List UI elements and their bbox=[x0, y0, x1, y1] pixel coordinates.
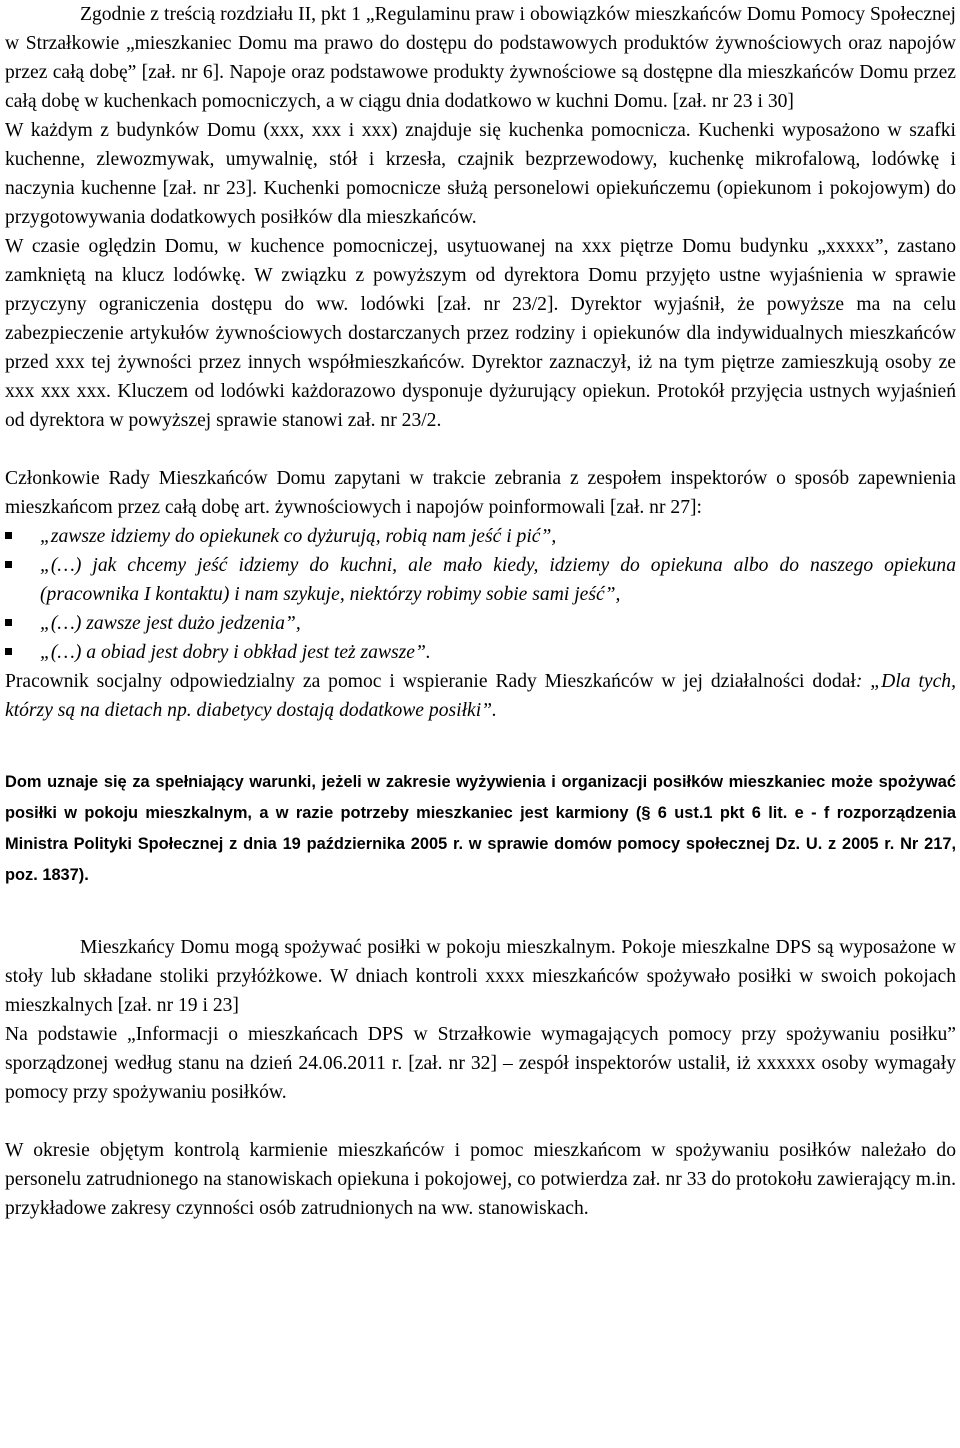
paragraph-informacja-o-mieszkancach: Na podstawie „Informacji o mieszkańcach DPS w Strzałkowie wymagających pomocy przy spożywaniu posiłku” sporządzonej według stanu na dzień 24.06.2011 r. [zał. nr 32] – zespół inspektorów ustalił, iż xxxxxx osoby wymagały pomocy przy spożywaniu posiłków. bbox=[5, 1024, 956, 1103]
list-item bbox=[5, 609, 956, 638]
paragraph-karmienie: W okresie objętym kontrolą karmienie mieszkańców i pomoc mieszkańcom w spożywaniu posiłków należało do personelu zatrudnionego na stanowiskach opiekuna i pokojowej, co potwierdza zał. nr 33 do protokołu zawierający m.in. przykładowe zakresy czynności osób zatrudnionych na ww. stanowiskach. bbox=[5, 1140, 956, 1219]
list-item bbox=[5, 522, 956, 551]
paragraph-rada-mieszkancow: Członkowie Rady Mieszkańców Domu zapytani w trakcie zebrania z zespołem inspektorów o sposób zapewnienia mieszkańcom przez całą dobę art. żywnościowych i napojów poinformowali [zał. nr 27]: bbox=[5, 468, 956, 518]
quote-text: „(…) jak chcemy jeść idziemy do kuchni, ale mało kiedy, idziemy do opiekuna albo do naszego opiekuna (pracownika I kontaktu) i nam szykuje, niektórzy robimy sobie sami jeść”, bbox=[40, 555, 956, 605]
paragraph-kuchenki: W każdym z budynków Domu (xxx, xxx i xxx) znajduje się kuchenka pomocnicza. Kuchenki wyposażono w szafki kuchenne, zlewozmywak, umywalnię, stół i krzesła, czajnik bezprzewodowy, kuchenkę mikrofalową, lodówkę i naczynia kuchenne [zał. nr 23]. Kuchenki pomocnicze służą personelowi opiekuńczemu (opiekunom i pokojowym) do przygotowywania dodatkowych posiłków dla mieszkańców. bbox=[5, 120, 956, 228]
spacer bbox=[5, 725, 956, 767]
statement-intro: Pracownik socjalny odpowiedzialny za pomoc i wspieranie Rady Mieszkańców w jej działalności dodał bbox=[5, 671, 856, 692]
quote-text: „(…) zawsze jest dużo jedzenia”, bbox=[40, 613, 301, 634]
quote-text: „zawsze idziemy do opiekunek co dyżurują, robią nam jeść i pić”, bbox=[40, 526, 557, 547]
statement-quote: : „Dla tych, którzy są na dietach np. diabetycy dostają dodatkowe posiłki”. bbox=[5, 671, 956, 721]
spacer bbox=[5, 1107, 956, 1136]
paragraph-pracownik-socjalny bbox=[5, 667, 956, 725]
paragraph-posilki-w-pokoju: Mieszkańcy Domu mogą spożywać posiłki w pokoju mieszkalnym. Pokoje mieszkalne DPS są wyposażone w stoły lub składane stoliki przyłóżkowe. W dniach kontroli xxxx mieszkańców spożywało posiłki w swoich pokojach mieszkalnych [zał. nr 19 i 23] bbox=[5, 937, 956, 1016]
list-item bbox=[5, 638, 956, 667]
document-page bbox=[5, 0, 956, 1223]
spacer bbox=[5, 435, 956, 464]
quote-text: „(…) a obiad jest dobry i obkład jest też zawsze”. bbox=[40, 642, 431, 663]
paragraph-regulamin: Zgodnie z treścią rozdziału II, pkt 1 „Regulaminu praw i obowiązków mieszkańców Domu Pomocy Społecznej w Strzałkowie „mieszkaniec Domu ma prawo do dostępu do podstawowych produktów żywnościowych oraz napojów przez całą dobę” [zał. nr 6]. Napoje oraz podstawowe produkty żywnościowe są dostępne dla mieszkańców Domu przez całą dobę w kuchenkach pomocniczych, a w ciągu dnia dodatkowo w kuchni Domu. [zał. nr 23 i 30] bbox=[5, 4, 956, 112]
spacer bbox=[5, 891, 956, 933]
conclusion-statement: Dom uznaje się za spełniający warunki, jeżeli w zakresie wyżywienia i organizacji posiłków mieszkaniec może spożywać posiłki w pokoju mieszkalnym, a w razie potrzeby mieszkaniec jest karmiony (§ 6 ust.1 pkt 6 lit. e - f rozporządzenia Ministra Polityki Społecznej z dnia 19 października 2005 r. w sprawie domów pomocy społecznej Dz. U. z 2005 r. Nr 217, poz. 1837). bbox=[5, 773, 956, 884]
square-bullet-icon bbox=[5, 532, 12, 539]
quote-list bbox=[5, 522, 956, 667]
square-bullet-icon bbox=[5, 561, 12, 568]
square-bullet-icon bbox=[5, 648, 12, 655]
list-item bbox=[5, 551, 956, 609]
square-bullet-icon bbox=[5, 619, 12, 626]
paragraph-ogledziny: W czasie oględzin Domu, w kuchence pomocniczej, usytuowanej na xxx piętrze Domu budynku „xxxxx”, zastano zamkniętą na klucz lodówkę. W związku z powyższym od dyrektora Domu przyjęto ustne wyjaśnienia w sprawie przyczyny ograniczenia dostępu do ww. lodówki [zał. nr 23/2]. Dyrektor wyjaśnił, że powyższe ma na celu zabezpieczenie artykułów żywnościowych dostarczanych przez rodziny i opiekunów dla indywidualnych mieszkańców przed xxx tej żywności przez innych współmieszkańców. Dyrektor zaznaczył, iż na tym piętrze zamieszkują osoby ze xxx xxx xxx. Kluczem od lodówki każdorazowo dysponuje dyżurujący opiekun. Protokół przyjęcia ustnych wyjaśnień od dyrektora w powyższej sprawie stanowi zał. nr 23/2. bbox=[5, 236, 956, 431]
